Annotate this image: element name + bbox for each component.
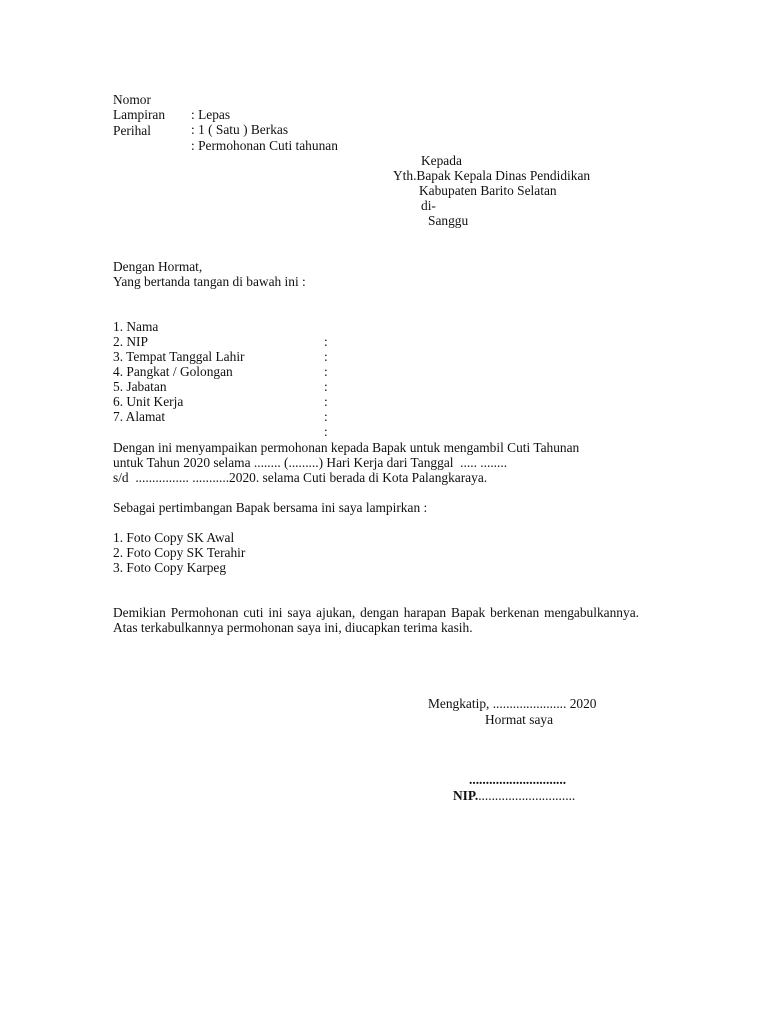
field-colon: : — [324, 364, 328, 379]
request-line: s/d ................ ...........2020. selama Cuti berada di Kota Palangkaraya. — [113, 470, 488, 485]
field-label: 5. Jabatan — [113, 379, 167, 394]
field-label: 7. Alamat — [113, 409, 166, 424]
field-label: 1. Nama — [113, 319, 159, 334]
recipient-line: Sanggu — [428, 213, 469, 228]
request-line: untuk Tahun 2020 selama ........ (.........) Hari Kerja dari Tanggal ..... ........ — [113, 455, 508, 470]
header-label: Lampiran — [113, 107, 166, 122]
nip-label: NIP. — [453, 788, 479, 803]
request-line: Dengan ini menyampaikan permohonan kepada Bapak untuk mengambil Cuti Tahunan — [113, 440, 580, 455]
regards: Hormat saya — [485, 712, 554, 727]
attachment-item: 3. Foto Copy Karpeg — [113, 560, 227, 575]
field-label: 3. Tempat Tanggal Lahir — [113, 349, 245, 364]
signer-nip — [453, 788, 575, 803]
closing-paragraph: Demikian Permohonan cuti ini saya ajukan, dengan harapan Bapak berkenan mengabulkannya. Atas terkabulkannya permohonan saya ini, diucapkan terima kasih. — [113, 605, 639, 635]
recipient-line: Kabupaten Barito Selatan — [419, 183, 557, 198]
field-label: 2. NIP — [113, 334, 148, 349]
identity-field — [113, 394, 333, 439]
field-colon: : — [324, 349, 328, 364]
field-colon: : — [324, 334, 328, 349]
place-date: Mengkatip, ...................... 2020 — [428, 696, 597, 711]
attachment-item: 2. Foto Copy SK Terahir — [113, 545, 246, 560]
header-value: : Lepas — [191, 107, 231, 122]
field-label: 6. Unit Kerja — [113, 394, 184, 409]
header-label: Perihal — [113, 123, 151, 138]
signer-name-line: ............................. — [469, 772, 567, 787]
intro-line: Yang bertanda tangan di bawah ini : — [113, 274, 306, 289]
greeting: Dengan Hormat, — [113, 259, 203, 274]
field-colon: : — [324, 424, 328, 439]
recipient-line: Yth.Bapak Kepala Dinas Pendidikan — [393, 168, 591, 183]
attachments-intro: Sebagai pertimbangan Bapak bersama ini saya lampirkan : — [113, 500, 428, 515]
nip-dots: ............................. — [478, 788, 576, 803]
field-colon: : — [324, 409, 328, 424]
field-colon: : — [324, 394, 328, 409]
header-value: : 1 ( Satu ) Berkas — [191, 122, 289, 137]
field-label: 4. Pangkat / Golongan — [113, 364, 233, 379]
recipient-line: di- — [421, 198, 436, 213]
header-label: Nomor — [113, 92, 151, 107]
field-colon: : — [324, 379, 328, 394]
header-value: : Permohonan Cuti tahunan — [191, 138, 338, 153]
recipient-line: Kepada — [421, 153, 462, 168]
attachment-item: 1. Foto Copy SK Awal — [113, 530, 235, 545]
